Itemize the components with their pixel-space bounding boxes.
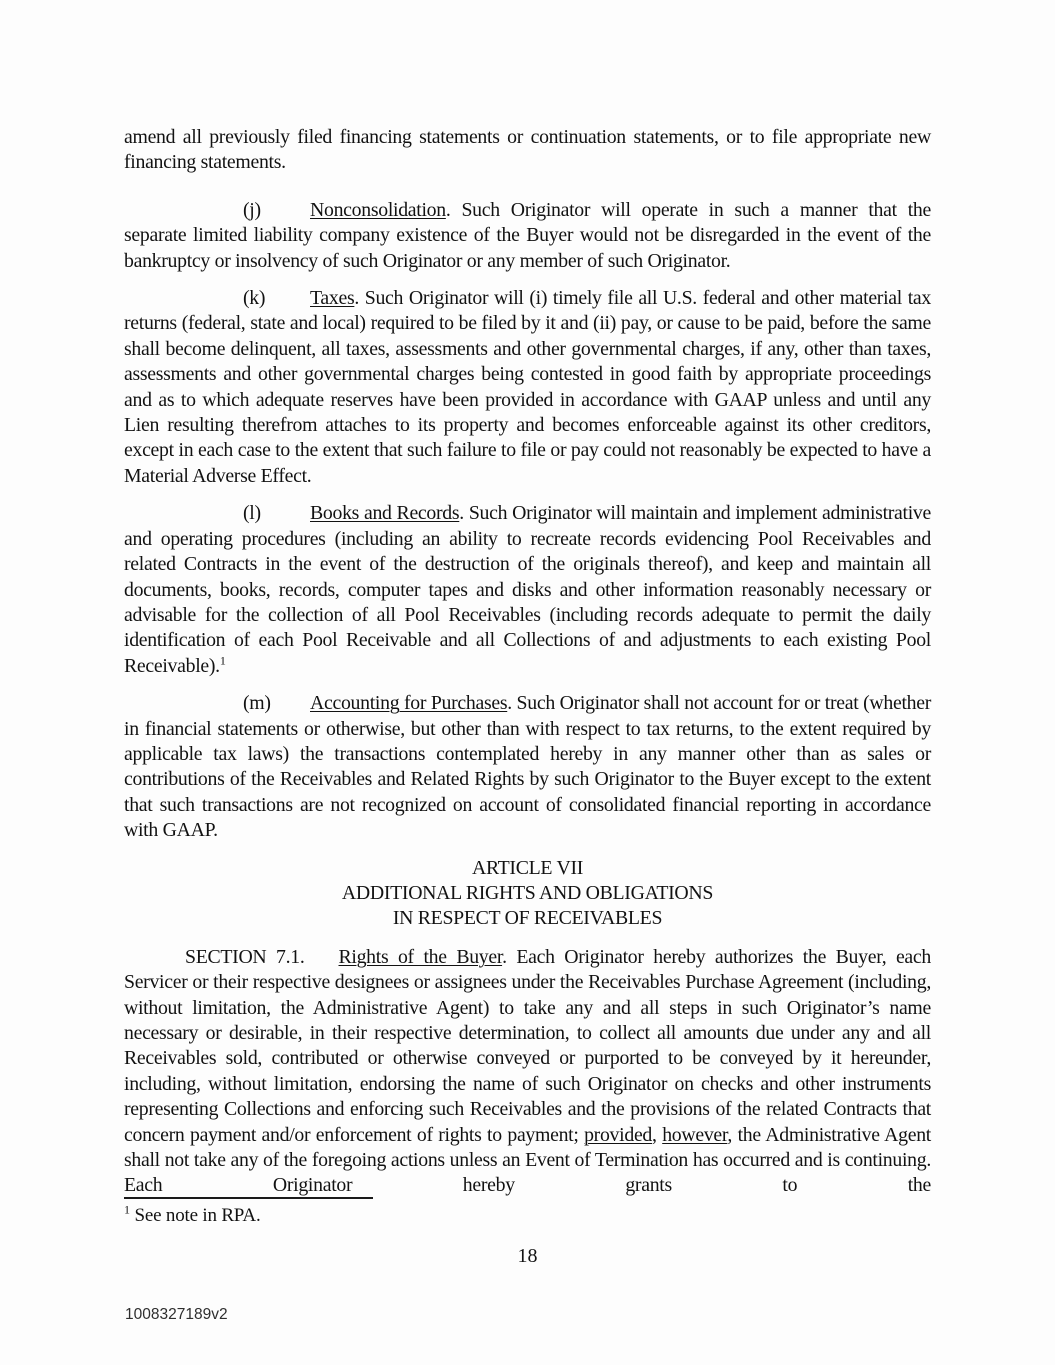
article-heading <box>124 856 931 932</box>
clause-k-title: Taxes <box>310 287 355 310</box>
clause-k <box>124 286 931 489</box>
section-7-1-body-1: . Each Originator hereby authorizes the Buyer, each Servicer or their respective designees or assignees under the Receivables Purchase Agreement (including, without limitation, the Administrative Agent) to take any and all steps in such Originator’s name necessary or desirable, in their respective determination, to collect all amounts due under any and all Receivables sold, contributed or otherwise conveyed or purported to be conveyed by it hereunder, including, without limitation, endorsing the name of such Originator on checks and other instruments representing Collections and enforcing such Receivables and the provisions of the related Contracts that concern payment and/or enforcement of rights to payment; <box>124 945 931 1146</box>
underlined-provided: provided <box>584 1123 653 1146</box>
footnote-marker: 1 <box>124 1202 130 1217</box>
clause-l-title: Books and Records <box>310 502 460 525</box>
clause-j-body: . Such Originator will operate in such a manner that the separate limited liability company existence of the Buyer would not be disregarded in the event of the bankruptcy or insolvency of such Originator or any member of such Originator. <box>124 198 931 272</box>
underlined-however: however <box>662 1123 728 1146</box>
page-content <box>124 125 931 1199</box>
section-7-1-title: Rights of the Buyer <box>338 945 503 968</box>
footnote-text <box>124 1204 931 1228</box>
clause-j-label: (j) <box>243 198 261 221</box>
footnote-reference: 1 <box>219 653 226 668</box>
footnote-separator-rule <box>124 1197 373 1199</box>
clause-j-title: Nonconsolidation <box>310 198 446 221</box>
clause-m-title: Accounting for Purchases <box>310 692 508 715</box>
footnote <box>124 1197 931 1228</box>
article-heading-line3: IN RESPECT OF RECEIVABLES <box>392 907 663 930</box>
clause-j <box>124 198 931 274</box>
footnote-body: See note in RPA. <box>130 1205 261 1226</box>
clause-l-label: (l) <box>243 502 261 525</box>
article-heading-line2: ADDITIONAL RIGHTS AND OBLIGATIONS <box>341 881 714 904</box>
clause-m-body: . Such Originator shall not account for or treat (whether in financial statements or otherwise, but other than with respect to tax returns, to the extent required by applicable tax laws) the transactions contemplated hereby in any manner other than as sales or contributions of the Receivables and Related Rights by such Originator to the Buyer except to the extent that such transactions are not recognized on account of consolidated financial reporting in accordance with GAAP. <box>124 692 931 842</box>
clause-l-body: . Such Originator will maintain and implement administrative and operating procedures (including an ability to recreate records evidencing Pool Receivables and related Contracts in the event of the destruction of the originals thereof), and keep and maintain all documents, books, records, computer tapes and disks and other information reasonably necessary or advisable for the collection of all Pool Receivables (including records adequate to permit the daily identification of each Pool Receivable and all Collections of and adjustments to each existing Pool Receivable). <box>124 502 931 677</box>
document-id-stamp: 1008327189v2 <box>125 1306 228 1323</box>
intro-paragraph <box>124 125 931 176</box>
clause-k-label: (k) <box>243 287 266 310</box>
section-7-1-mid: , <box>652 1123 663 1146</box>
clause-m-label: (m) <box>243 692 271 715</box>
clause-m <box>124 691 931 843</box>
clause-l <box>124 501 931 679</box>
intro-paragraph-text: amend all previously filed financing statements or continuation statements, or to file appropriate new financing statements. <box>124 126 931 174</box>
section-7-1-label: SECTION 7.1. <box>185 945 305 968</box>
article-heading-line1: ARTICLE VII <box>471 856 584 879</box>
page-number: 18 <box>517 1245 538 1267</box>
clause-k-body: . Such Originator will (i) timely file all U.S. federal and other material tax returns (federal, state and local) required to be filed by it and (ii) pay, or cause to be paid, before the same shall become delinquent, all taxes, assessments and other governmental charges, if any, other than taxes, assessments and other governmental charges being contested in good faith by appropriate proceedings and as to which adequate reserves have been provided in accordance with GAAP unless and until any Lien resulting therefrom attaches to its property and becomes enforceable against its other creditors, except in each case to the extent that such failure to file or pay could not reasonably be expected to have a Material Adverse Effect. <box>124 287 931 487</box>
section-7-1-paragraph <box>124 945 931 1199</box>
section-7-1-body-2: , the Administrative Agent shall not take any of the foregoing actions unless an Event of Termination has occurred and is continuing. Each Originator hereby grants to the <box>124 1123 932 1197</box>
